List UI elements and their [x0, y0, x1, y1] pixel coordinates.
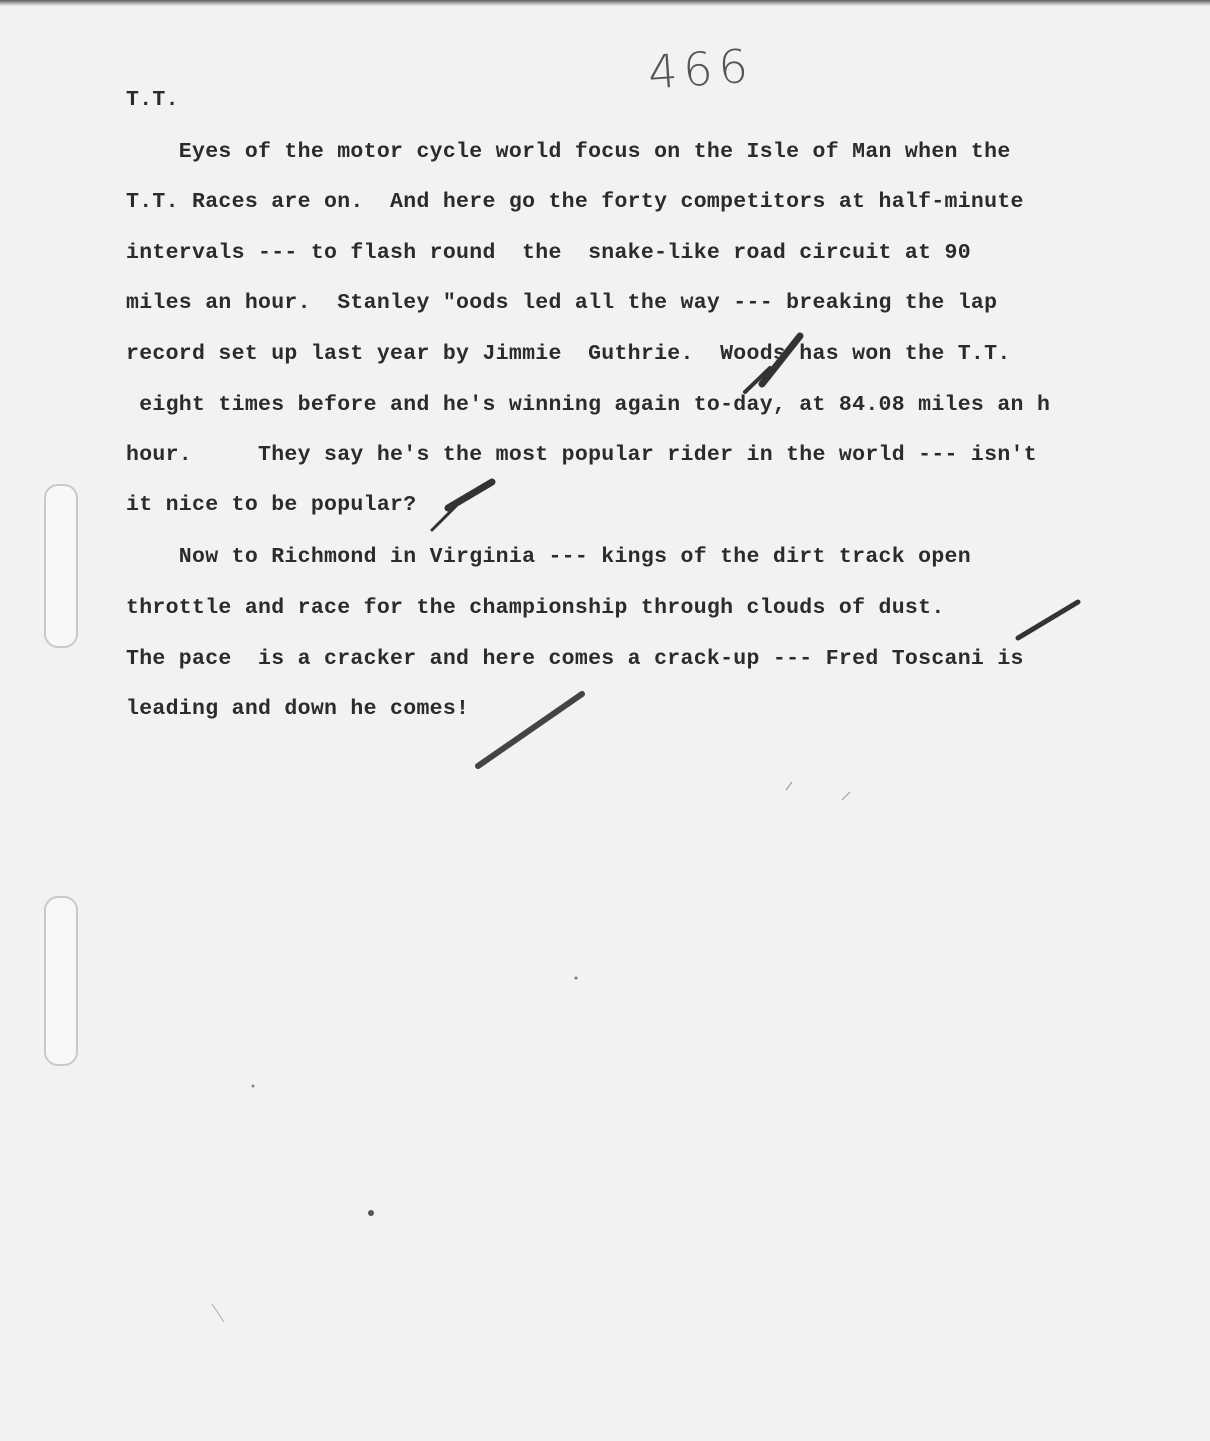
paper-scratch [786, 782, 792, 790]
text-line: intervals --- to flash round the snake-like road circuit at 90 [126, 241, 971, 265]
text-line: Eyes of the motor cycle world focus on the Isle of Man when the [126, 140, 1011, 164]
pencil-slash-mark [762, 336, 800, 384]
text-line: throttle and race for the championship through clouds of dust. [126, 596, 945, 620]
paper-scratch [212, 1304, 224, 1322]
text-line: hour. They say he's the most popular rider in the world --- isn't [126, 443, 1037, 467]
heading: T.T. [126, 88, 179, 112]
text-line: leading and down he comes! [126, 697, 470, 721]
text-line: it nice to be popular? [126, 493, 417, 517]
text-line: The pace is a cracker and here comes a crack-up --- Fred Toscani is [126, 647, 1024, 671]
text-line: Now to Richmond in Virginia --- kings of the dirt track open [126, 545, 971, 569]
pencil-slash-mark [448, 482, 492, 508]
ink-dot [575, 977, 578, 980]
paper-scratch [842, 792, 850, 800]
text-line: T.T. Races are on. And here go the forty competitors at half-minute [126, 190, 1024, 214]
pencil-slash-mark [432, 506, 456, 530]
pencil-slash-mark [478, 694, 582, 766]
text-line: miles an hour. Stanley "oods led all the way --- breaking the lap [126, 291, 998, 315]
handwritten-page-number: 466 [646, 38, 756, 100]
ink-dot [368, 1210, 374, 1216]
ink-dot [252, 1085, 255, 1088]
pencil-slash-mark [1018, 602, 1078, 638]
text-line: record set up last year by Jimmie Guthrie. Woods has won the T.T. [126, 342, 1011, 366]
text-line: eight times before and he's winning again to-day, at 84.08 miles an h [126, 393, 1051, 417]
